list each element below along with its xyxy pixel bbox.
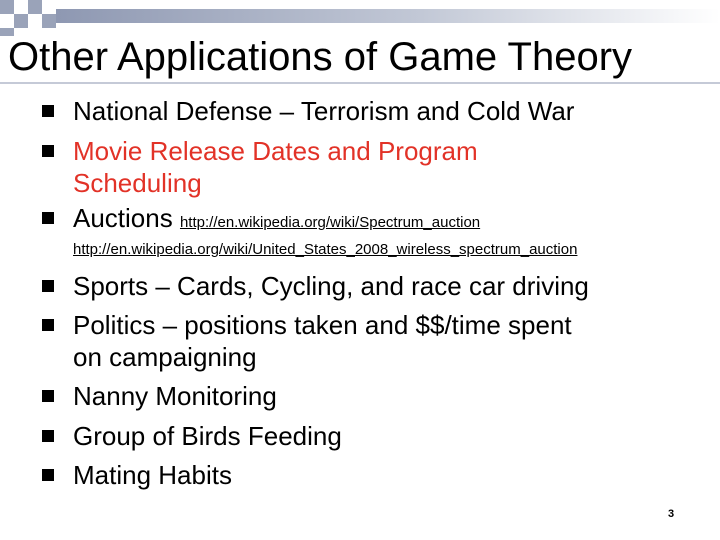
bullet-marker — [42, 212, 54, 224]
spectrum-auction-link[interactable]: http://en.wikipedia.org/wiki/Spectrum_auction — [179, 214, 481, 231]
auctions-label: Auctions — [73, 203, 173, 233]
page-number: 3 — [668, 508, 675, 520]
bullet-national-defense: National Defense – Terrorism and Cold War — [73, 96, 575, 126]
us-2008-spectrum-auction-link[interactable]: http://en.wikipedia.org/wiki/United_States_2008_wireless_spectrum_auction — [73, 241, 578, 258]
bullet-marker — [42, 319, 54, 331]
bullet-movie-release-line2: Scheduling — [73, 168, 202, 198]
bullet-marker — [42, 390, 54, 402]
bullet-marker — [42, 145, 54, 157]
bullet-mating-habits: Mating Habits — [73, 460, 232, 490]
bullet-sports: Sports – Cards, Cycling, and race car driving — [73, 271, 589, 301]
bullet-marker — [42, 430, 54, 442]
bullet-politics-line1: Politics – positions taken and $$/time spent — [73, 310, 572, 340]
slide-title: Other Applications of Game Theory — [8, 35, 633, 79]
bullet-marker — [42, 280, 54, 292]
bullet-auctions — [73, 200, 480, 241]
bullet-politics-line2: on campaigning — [73, 342, 257, 372]
bullet-movie-release-line1: Movie Release Dates and Program — [73, 136, 478, 166]
bullet-birds-feeding: Group of Birds Feeding — [73, 421, 342, 451]
bullet-nanny-monitoring: Nanny Monitoring — [73, 381, 277, 411]
bullet-marker — [42, 469, 54, 481]
bullet-marker — [42, 105, 54, 117]
